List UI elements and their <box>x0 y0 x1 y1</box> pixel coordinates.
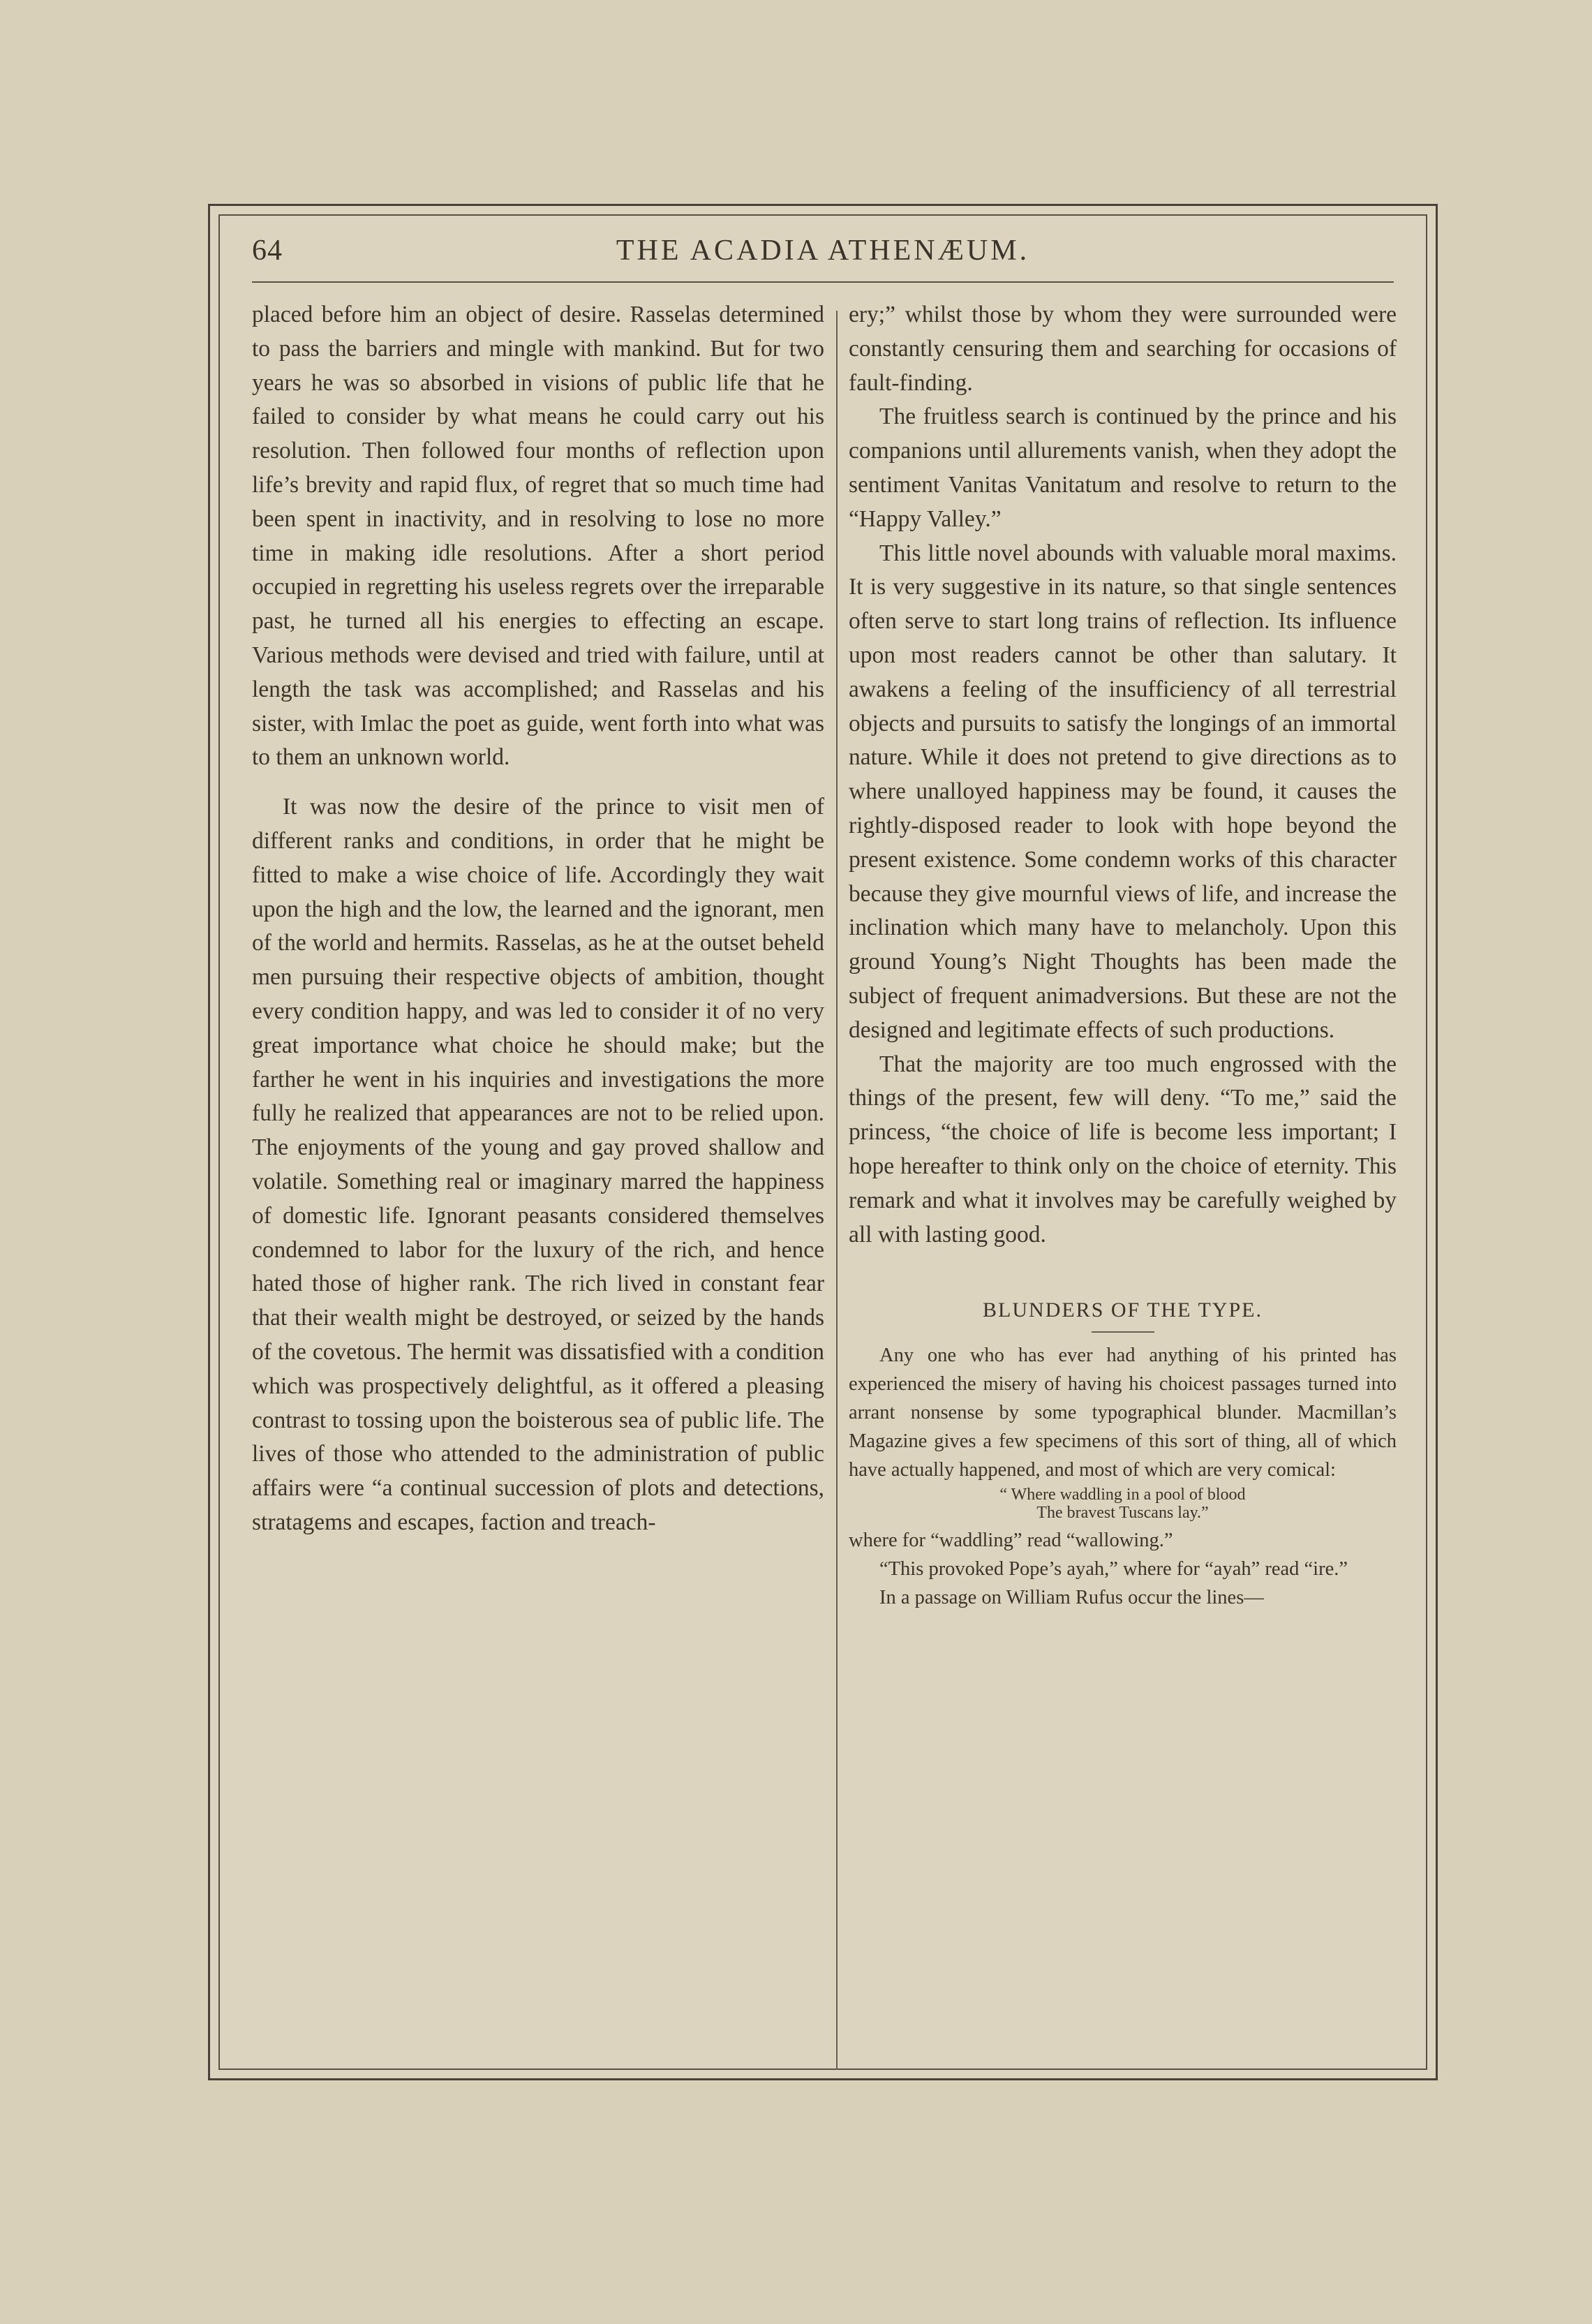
paragraph: Any one who has ever had anything of his printed has experienced the misery of having his choicest passages turned into arrant nonsense by some typographical blunder. Macmillan’s Magazine gives a few specimens of this sort of thing, all of which have actually happened, and most of which are very comical: <box>849 1345 1397 1481</box>
paragraph: placed before him an object of desire. Rasselas determined to pass the barriers and mingle with mankind. But for two years he was so absorbed in visions of public life that he failed to consider by what means he could carry out his resolution. Then followed four months of reflection upon life’s brevity and rapid flux, of regret that so much time had been spent in inactivity, and in resolving to lose no more time in making idle resolutions. After a short period occupied in regretting his useless regrets over the irreparable past, he turned all his energies to effecting an escape. Various methods were devised and tried with failure, until at length the task was accomplished; and Rasselas and his sister, with Imlac the poet as guide, went forth into what was to them an unknown world. <box>252 302 824 771</box>
header-rule <box>252 281 1394 283</box>
left-column <box>252 298 824 1540</box>
verse-line: The bravest Tuscans lay.” <box>1036 1504 1209 1523</box>
paragraph: The fruitless search is continued by the prince and his companions until allurements vanish, when they adopt the sentiment Vanitas Vanitatum and resolve to return to the “Happy Valley.” <box>849 404 1397 532</box>
heading-rule <box>1092 1331 1154 1333</box>
paragraph: ery;” whilst those by whom they were surrounded were constantly censuring them and searching for occasions of fault-finding. <box>849 302 1397 396</box>
column-divider <box>836 311 838 2070</box>
article-heading: BLUNDERS OF THE TYPE. <box>983 1298 1263 1322</box>
page-header <box>252 234 1394 276</box>
page-frame <box>208 204 1438 2080</box>
paragraph: This little novel abounds with valuable moral maxims. It is very suggestive in its nature, so that single sentences often serve to start long trains of reflection. Its influence upon most readers cannot be other than salutary. It awakens a feeling of the insufficiency of all terrestrial objects and pursuits to satisfy the longings of an immortal nature. While it does not pretend to give directions as to where unalloyed happiness may be found, it causes the rightly-disposed reader to look with hope beyond the present existence. Some condemn works of this character because they give mournful views of life, and increase the inclination which many have to melancholy. Upon this ground Young’s Night Thoughts has been made the subject of frequent animadversions. But these are not the designed and legitimate effects of such productions. <box>849 540 1397 1043</box>
right-column <box>849 298 1397 1612</box>
journal-title: THE ACADIA ATHENÆUM. <box>616 235 1030 267</box>
paragraph: where for “waddling” read “wallowing.” <box>849 1530 1173 1552</box>
paragraph: That the majority are too much engrossed with the things of the present, few will deny. “To me,” said the princess, “the choice of life is become less important; I hope hereafter to think only on the choice of eternity. This remark and what it involves may be carefully weighed by all with lasting good. <box>849 1051 1397 1248</box>
quoted-verse <box>849 1486 1397 1522</box>
page-number: 64 <box>252 235 283 267</box>
paragraph: It was now the desire of the prince to visit men of different ranks and conditions, in order that he might be fitted to make a wise choice of life. Accordingly they wait upon the high and the low, the learned and the ignorant, men of the world and hermits. Rasselas, as he at the outset beheld men pursuing their respective objects of ambition, thought every condition happy, and was led to consider it of no very great importance what choice he should make; but the farther he went in his inquiries and investigations the more fully he realized that appearances are not to be relied upon. The enjoyments of the young and gay proved shallow and volatile. Something real or imaginary marred the happiness of domestic life. Ignorant peasants considered themselves condemned to labor for the luxury of the rich, and hence hated those of higher rank. The rich lived in constant fear that their wealth might be destroyed, or seized by the hands of the covetous. The hermit was dissatisfied with a condition which was prospectively delightful, as it offered a pleasing contrast to tossing upon the boisterous sea of public life. The lives of those who attended to the administration of public affairs were “a continual succession of plots and detections, stratagems and escapes, faction and treach- <box>252 794 824 1535</box>
paragraph: “This provoked Pope’s ayah,” where for “ayah” read “ire.” <box>879 1558 1348 1581</box>
verse-line: “ Where waddling in a pool of blood <box>999 1486 1246 1504</box>
paragraph: In a passage on William Rufus occur the lines— <box>879 1587 1264 1609</box>
article-body <box>849 1341 1397 1612</box>
